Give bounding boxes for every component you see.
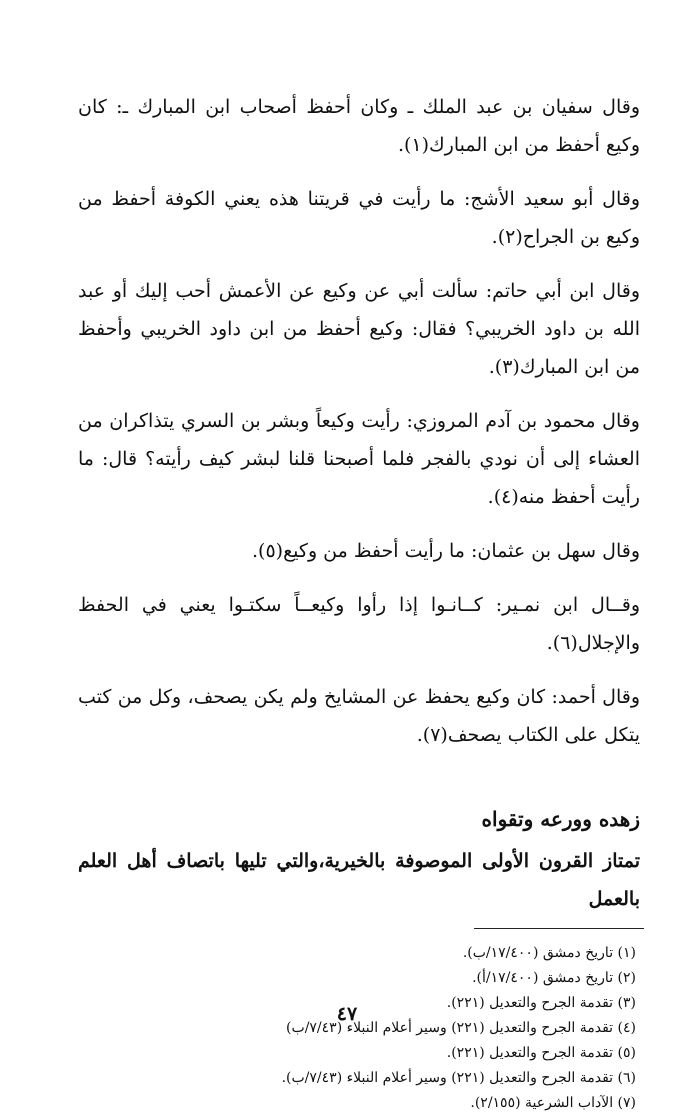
footnote-divider	[78, 928, 640, 929]
paragraph-sufyan: وقال سفيان بن عبد الملك ـ وكان أحفظ أصحاب ابن المبارك ـ: كان وكيع أحفظ من ابن المبارك(١).	[78, 96, 640, 156]
page-body	[78, 88, 640, 1116]
paragraph-mahmoud: وقال محمود بن آدم المروزي: رأيت وكيعاً وبشر بن السري يتذاكران من العشاء إلى أن نودي بالفجر فلما أصبحنا قلنا لبشر كيف رأيته؟ قال: ما رأيت أحفظ منه(٤).	[78, 410, 640, 508]
footnotes-list	[78, 941, 640, 1116]
paragraph-sahl: وقال سهل بن عثمان: ما رأيت أحفظ من وكيع(٥).	[251, 540, 640, 562]
paragraph-ibn-abi-hatim: وقال ابن أبي حاتم: سألت أبي عن وكيع عن الأعمش أحب إليك أو عبد الله بن داود الخريبي؟ فقال: وكيع أحفظ من ابن داود الخريبي وأحفظ من ابن المبارك(٣).	[78, 280, 640, 378]
footnote-1: (١) تاريخ دمشق (١٧/٤٠٠/ب).	[462, 945, 636, 961]
footnote-7: (٧) الآداب الشرعية (٢/١٥٥).	[470, 1095, 636, 1111]
section-title: زهده وورعه وتقواه	[481, 807, 640, 831]
section-first-line: تمتاز القرون الأولى الموصوفة بالخيرية،والتي تليها باتصاف أهل العلم بالعمل	[78, 850, 640, 910]
footnote-5: (٥) تقدمة الجرح والتعديل (٢٢١).	[446, 1045, 636, 1061]
footnote-6: (٦) تقدمة الجرح والتعديل (٢٢١) وسير أعلام النبلاء (٧/٤٣/ب).	[281, 1070, 636, 1086]
page-number: ٤٧	[336, 1003, 358, 1025]
footnote-4: (٤) تقدمة الجرح والتعديل (٢٢١) وسير أعلام النبلاء (٧/٤٣/ب)	[286, 1020, 636, 1036]
footnote-3: (٣) تقدمة الجرح والتعديل (٢٢١).	[446, 995, 636, 1011]
footnote-2: (٢) تاريخ دمشق (١٧/٤٠٠/أ).	[472, 970, 636, 986]
paragraph-ahmad: وقال أحمد: كان وكيع يحفظ عن المشايخ ولم يكن يصحف، وكل من كتب يتكل على الكتاب يصحف(٧).	[78, 686, 640, 746]
paragraph-ibn-numair: وقــال ابن نمـير: كــانـوا إذا رأوا وكيعــاً سكتـوا يعني في الحفظ والإجلال(٦).	[78, 594, 640, 654]
paragraph-abu-saeed: وقال أبو سعيد الأشج: ما رأيت في قريتنا هذه يعني الكوفة أحفظ من وكيع بن الجراح(٢).	[78, 188, 640, 248]
